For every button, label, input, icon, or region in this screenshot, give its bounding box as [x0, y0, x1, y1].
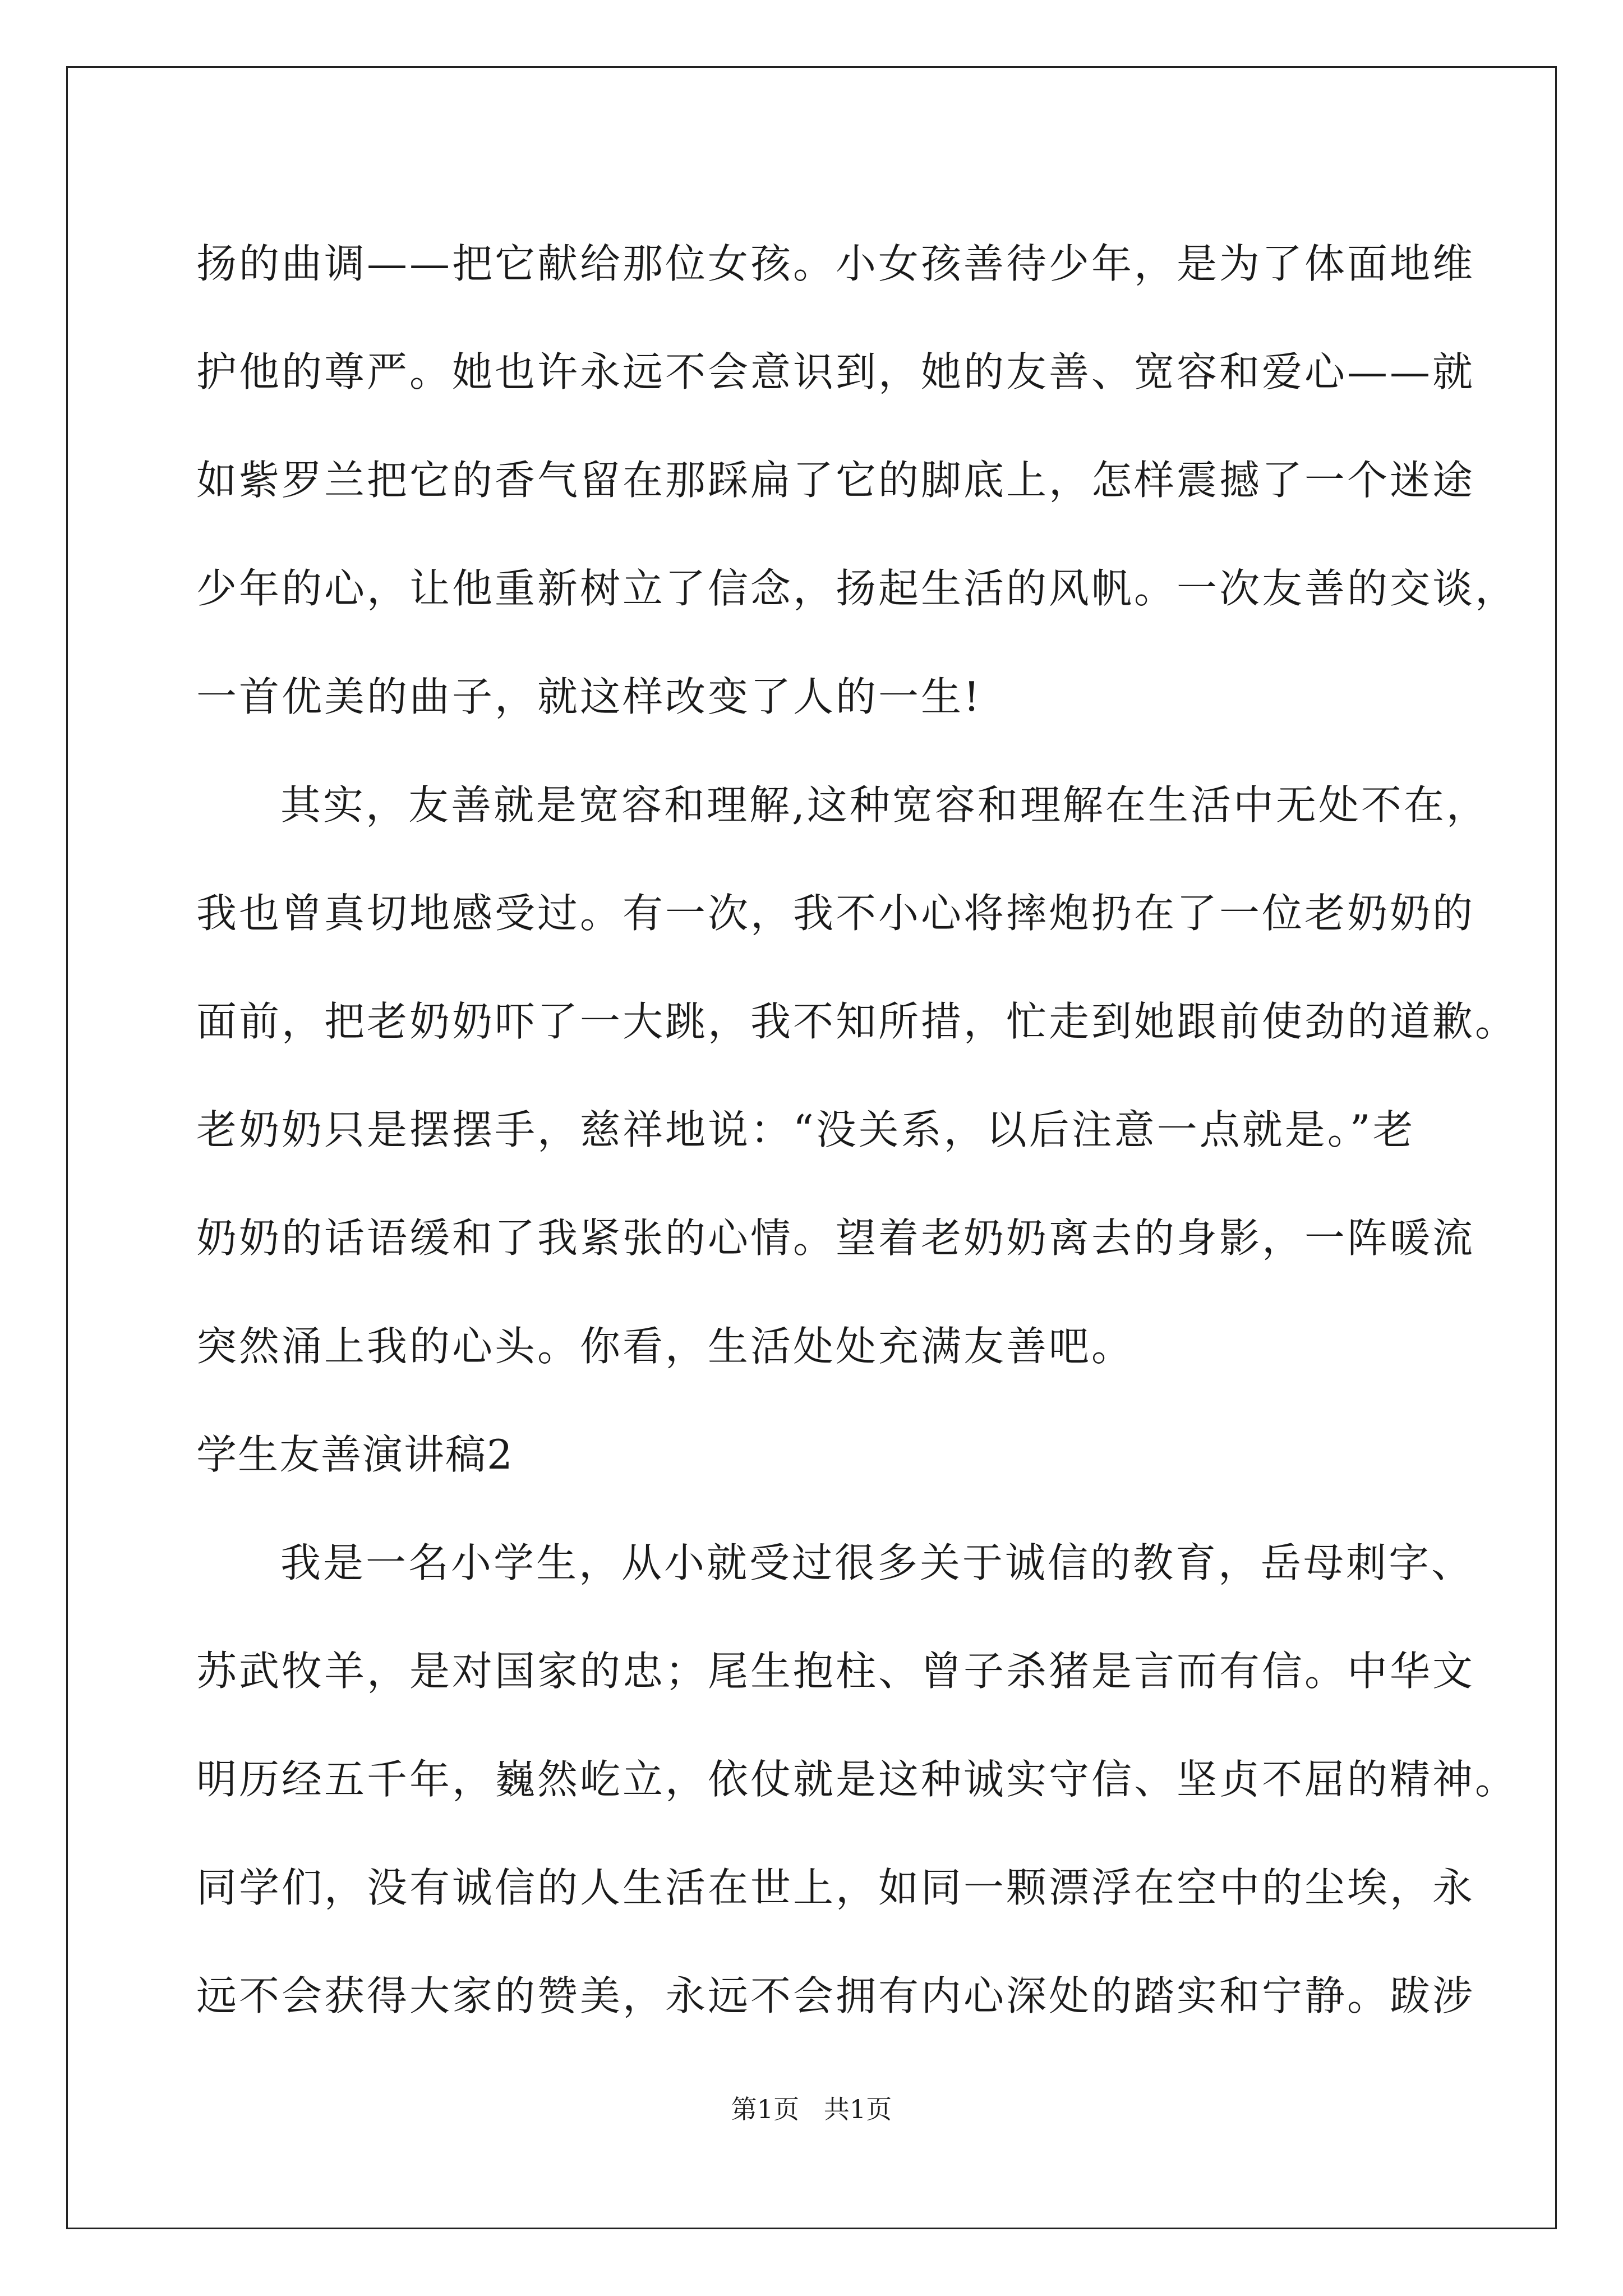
page-number-footer: 第1页 共1页	[731, 2094, 892, 2124]
text-line: 少年的心，让他重新树立了信念，扬起生活的风帆。一次友善的交谈，	[196, 565, 1518, 612]
paragraph-first-line: 我是一名小学生，从小就受过很多关于诚信的教育，岳母刺字、	[280, 1539, 1474, 1586]
text-line: 同学们，没有诚信的人生活在世上，如同一颗漂浮在空中的尘埃，永	[196, 1864, 1476, 1911]
text-line: 面前，把老奶奶吓了一大跳，我不知所措，忙走到她跟前使劲的道歉。	[196, 998, 1518, 1045]
paragraph-first-line: 其实，友善就是宽容和理解,这种宽容和理解在生活中无处不在，	[280, 781, 1489, 829]
text-line: 老奶奶只是摆摆手，慈祥地说：“没关系，以后注意一点就是。”老	[196, 1106, 1415, 1153]
text-line: 护他的尊严。她也许永远不会意识到，她的友善、宽容和爱心——就	[196, 348, 1476, 395]
text-line: 我也曾真切地感受过。有一次，我不小心将摔炮扔在了一位老奶奶的	[196, 890, 1476, 937]
text-line: 如紫罗兰把它的香气留在那踩扁了它的脚底上，怎样震撼了一个迷途	[196, 457, 1476, 504]
text-line: 一首优美的曲子，就这样改变了人的一生!	[196, 673, 982, 720]
text-line: 奶奶的话语缓和了我紧张的心情。望着老奶奶离去的身影，一阵暖流	[196, 1214, 1476, 1262]
text-line: 远不会获得大家的赞美，永远不会拥有内心深处的踏实和宁静。跋涉	[196, 1972, 1476, 2019]
text-line: 苏武牧羊，是对国家的忠；尾生抱柱、曾子杀猪是言而有信。中华文	[196, 1648, 1476, 1695]
document-body	[196, 210, 1518, 2050]
text-line: 突然涌上我的心头。你看，生活处处充满友善吧。	[196, 1323, 1135, 1370]
text-line: 扬的曲调——把它献给那位女孩。小女孩善待少年，是为了体面地维	[196, 240, 1476, 287]
text-line: 明历经五千年，巍然屹立，依仗就是这种诚实守信、坚贞不屈的精神。	[196, 1756, 1518, 1803]
section-heading: 学生友善演讲稿2	[196, 1431, 514, 1478]
